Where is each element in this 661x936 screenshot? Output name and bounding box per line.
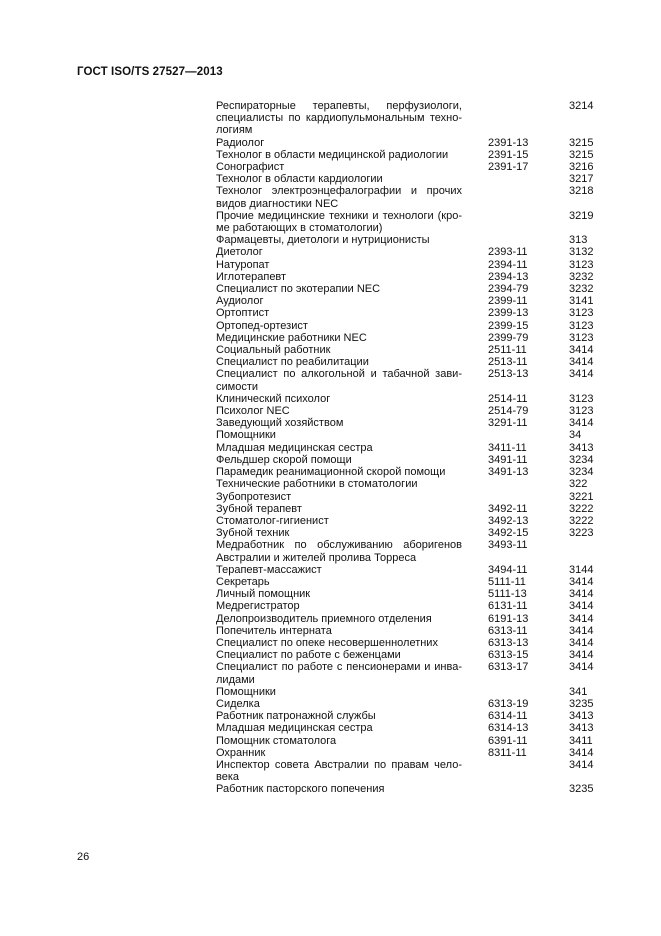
table-row (216, 613, 596, 625)
table-row (216, 527, 596, 539)
isco-code: 3235 (569, 697, 594, 710)
isco-code: 3414 (569, 612, 594, 625)
table-row (216, 564, 596, 576)
isco-code: 3414 (569, 368, 594, 381)
isco-code: 3414 (569, 758, 594, 771)
occupation-name: Респираторные терапевты, перфузиологи, специалисты по кардиопульмональным техно-логиям (216, 100, 462, 137)
table-row (216, 185, 596, 209)
table-row (216, 588, 596, 600)
occupation-name: Работник пасторского попечения (216, 783, 385, 796)
occupation-name: Младшая медицинская сестра (216, 441, 373, 454)
anzsco-code: 2391-13 (488, 136, 529, 149)
occupation-name: Специалист по алкогольной и табачной зави-симости (216, 368, 462, 393)
table-row (216, 173, 596, 185)
occupation-name: Зубной терапевт (216, 502, 302, 515)
anzsco-code: 2513-13 (488, 368, 529, 381)
isco-code: 3234 (569, 466, 594, 479)
page-header: ГОСТ ISO/TS 27527—2013 (77, 66, 223, 78)
table-row (216, 271, 596, 283)
table-row (216, 356, 596, 368)
occupation-name: Инспектор совета Австралии по правам чело-века (216, 758, 462, 784)
table-row (216, 491, 596, 503)
table-row (216, 600, 596, 612)
table-row (216, 320, 596, 332)
isco-code: 3234 (569, 453, 594, 466)
occupation-name: Технолог в области медицинской радиологии (216, 148, 449, 161)
occupation-name: Медицинские работники NEC (216, 331, 367, 344)
isco-code: 3414 (569, 600, 594, 613)
isco-code: 3413 (569, 722, 594, 735)
isco-code: 322 (569, 478, 588, 491)
isco-code: 3414 (569, 636, 594, 649)
isco-code: 3214 (569, 100, 594, 112)
table-row (216, 246, 596, 258)
isco-code: 3215 (569, 136, 594, 149)
table-row (216, 466, 596, 478)
table-row (216, 161, 596, 173)
isco-code: 3414 (569, 588, 594, 601)
occupation-name: Фельдшер скорой помощи (216, 453, 352, 466)
anzsco-code: 3492-11 (488, 502, 528, 515)
isco-code: 3232 (569, 270, 594, 283)
isco-code: 3132 (569, 246, 594, 259)
anzsco-code: 3492-13 (488, 514, 529, 527)
occupation-name: Прочие медицинские техники и технологи (кро-ме работающих в стоматологии) (216, 209, 462, 235)
anzsco-code: 6313-13 (488, 636, 529, 649)
isco-code: 3123 (569, 392, 594, 405)
anzsco-code: 2399-15 (488, 319, 529, 332)
anzsco-code: 5111-13 (488, 588, 527, 601)
isco-code: 3144 (569, 563, 594, 576)
anzsco-code: 6131-11 (488, 600, 528, 613)
isco-code: 3123 (569, 331, 594, 344)
table-row (216, 710, 596, 722)
occupation-name: Помощник стоматолога (216, 734, 337, 747)
occupation-name: Терапевт-массажист (216, 563, 322, 576)
occupation-name: Сонографист (216, 161, 285, 174)
occupation-name: Помощники (216, 685, 276, 698)
isco-code: 3216 (569, 161, 594, 174)
anzsco-code: 2394-13 (488, 270, 529, 283)
anzsco-code: 2513-11 (488, 356, 528, 369)
anzsco-code: 2399-11 (488, 295, 528, 308)
isco-code: 3414 (569, 649, 594, 662)
occupation-name: Социальный работник (216, 344, 331, 357)
isco-code: 3232 (569, 283, 594, 296)
anzsco-code: 3411-11 (488, 441, 527, 454)
isco-code: 3414 (569, 661, 594, 674)
table-row (216, 539, 596, 563)
anzsco-code: 6314-11 (488, 710, 528, 723)
occupation-name: Младшая медицинская сестра (216, 722, 373, 735)
anzsco-code: 2399-79 (488, 331, 529, 344)
anzsco-code: 5111-11 (488, 575, 526, 588)
isco-code: 313 (569, 234, 588, 247)
anzsco-code: 3492-15 (488, 527, 529, 540)
anzsco-code: 2511-11 (488, 344, 527, 357)
table-row (216, 698, 596, 710)
table-row (216, 137, 596, 149)
occupation-name: Технолог электроэнцефалографии и прочих видов диагностики NEC (216, 185, 462, 210)
anzsco-code: 3493-11 (488, 539, 528, 552)
anzsco-code: 6313-11 (488, 624, 528, 637)
occupation-name: Специалист по работе с беженцами (216, 649, 401, 662)
table-row (216, 454, 596, 466)
table-row (216, 234, 596, 246)
occupation-table (216, 100, 596, 796)
occupation-name: Медработник по обслуживанию аборигенов Австралии и жителей пролива Торреса (216, 539, 462, 564)
occupation-name: Заведующий хозяйством (216, 417, 344, 430)
occupation-name: Специалист по экотерапии NEC (216, 283, 381, 296)
isco-code: 3222 (569, 502, 594, 515)
isco-code: 3413 (569, 441, 594, 454)
table-row (216, 344, 596, 356)
table-row (216, 210, 596, 234)
anzsco-code: 3491-13 (488, 466, 529, 479)
occupation-name: Специалист по опеке несовершеннолетних (216, 636, 438, 649)
occupation-name: Охранник (216, 746, 266, 759)
occupation-name: Сиделка (216, 697, 260, 710)
isco-code: 341 (569, 685, 588, 698)
isco-code: 3215 (569, 148, 594, 161)
isco-code: 3223 (569, 527, 594, 540)
anzsco-code: 6313-15 (488, 649, 529, 662)
anzsco-code: 6314-13 (488, 722, 529, 735)
anzsco-code: 3291-11 (488, 417, 528, 430)
occupation-name: Аудиолог (216, 295, 264, 308)
isco-code: 3218 (569, 185, 594, 198)
anzsco-code: 6191-13 (488, 612, 529, 625)
isco-code: 3414 (569, 356, 594, 369)
occupation-name: Диетолог (216, 246, 263, 259)
anzsco-code: 2391-17 (488, 161, 529, 174)
occupation-name: Секретарь (216, 575, 270, 588)
occupation-name: Технические работники в стоматологии (216, 478, 418, 491)
table-row (216, 368, 596, 392)
table-row (216, 515, 596, 527)
occupation-name: Стоматолог-гигиенист (216, 514, 329, 527)
isco-code: 3219 (569, 209, 594, 222)
isco-code: 3413 (569, 710, 594, 723)
isco-code: 3123 (569, 405, 594, 418)
table-row (216, 149, 596, 161)
isco-code: 3123 (569, 307, 594, 320)
isco-code: 3414 (569, 344, 594, 357)
anzsco-code: 3494-11 (488, 563, 528, 576)
table-row (216, 478, 596, 490)
occupation-name: Ортопед-ортезист (216, 319, 308, 332)
anzsco-code: 2514-79 (488, 405, 529, 418)
anzsco-code: 2393-11 (488, 246, 528, 259)
isco-code: 34 (569, 429, 582, 442)
anzsco-code: 8311-11 (488, 746, 527, 759)
occupation-name: Психолог NEC (216, 405, 290, 418)
table-row (216, 649, 596, 661)
isco-code: 3123 (569, 319, 594, 332)
occupation-name: Работник патронажной службы (216, 710, 376, 723)
occupation-name: Технолог в области кардиологии (216, 173, 383, 186)
occupation-name: Ортоптист (216, 307, 270, 320)
occupation-name: Клинический психолог (216, 392, 331, 405)
occupation-name: Специалист по реабилитации (216, 356, 369, 369)
table-row (216, 332, 596, 344)
occupation-name: Натуропат (216, 258, 270, 271)
isco-code: 3141 (569, 295, 594, 308)
table-row (216, 637, 596, 649)
occupation-name: Радиолог (216, 136, 265, 149)
table-row (216, 722, 596, 734)
page-number: 26 (77, 851, 90, 863)
table-row (216, 429, 596, 441)
table-row (216, 259, 596, 271)
table-row (216, 417, 596, 429)
isco-code: 3414 (569, 746, 594, 759)
anzsco-code: 2394-79 (488, 283, 529, 296)
occupation-name: Зубной техник (216, 527, 290, 540)
table-row (216, 759, 596, 783)
isco-code: 3222 (569, 514, 594, 527)
isco-code: 3414 (569, 575, 594, 588)
table-row (216, 735, 596, 747)
isco-code: 3221 (569, 490, 594, 503)
isco-code: 3411 (569, 734, 593, 747)
table-row (216, 393, 596, 405)
isco-code: 3414 (569, 417, 594, 430)
anzsco-code: 3491-11 (488, 453, 528, 466)
occupation-name: Иглотерапевт (216, 270, 287, 283)
table-row (216, 442, 596, 454)
anzsco-code: 6391-11 (488, 734, 528, 747)
table-row (216, 661, 596, 685)
table-row (216, 576, 596, 588)
occupation-name: Делопроизводитель приемного отделения (216, 612, 432, 625)
table-row (216, 100, 596, 137)
anzsco-code: 6313-17 (488, 661, 529, 674)
table-row (216, 283, 596, 295)
table-row (216, 295, 596, 307)
anzsco-code: 2399-13 (488, 307, 529, 320)
occupation-name: Фармацевты, диетологи и нутриционисты (216, 234, 430, 247)
table-row (216, 686, 596, 698)
occupation-name: Попечитель интерната (216, 624, 332, 637)
isco-code: 3123 (569, 258, 594, 271)
occupation-name: Специалист по работе с пенсионерами и инва-лидами (216, 661, 462, 686)
table-row (216, 307, 596, 319)
isco-code: 3217 (569, 173, 594, 186)
table-row (216, 747, 596, 759)
occupation-name: Зубопротезист (216, 490, 292, 503)
table-row (216, 783, 596, 795)
occupation-name: Личный помощник (216, 588, 311, 601)
anzsco-code: 2514-11 (488, 392, 528, 405)
occupation-name: Парамедик реанимационной скорой помощи (216, 466, 446, 479)
table-row (216, 503, 596, 515)
occupation-name: Медрегистратор (216, 600, 300, 613)
anzsco-code: 2394-11 (488, 258, 528, 271)
table-row (216, 405, 596, 417)
anzsco-code: 2391-15 (488, 148, 529, 161)
occupation-name: Помощники (216, 429, 276, 442)
isco-code: 3414 (569, 624, 594, 637)
isco-code: 3235 (569, 783, 594, 796)
table-row (216, 625, 596, 637)
anzsco-code: 6313-19 (488, 697, 529, 710)
